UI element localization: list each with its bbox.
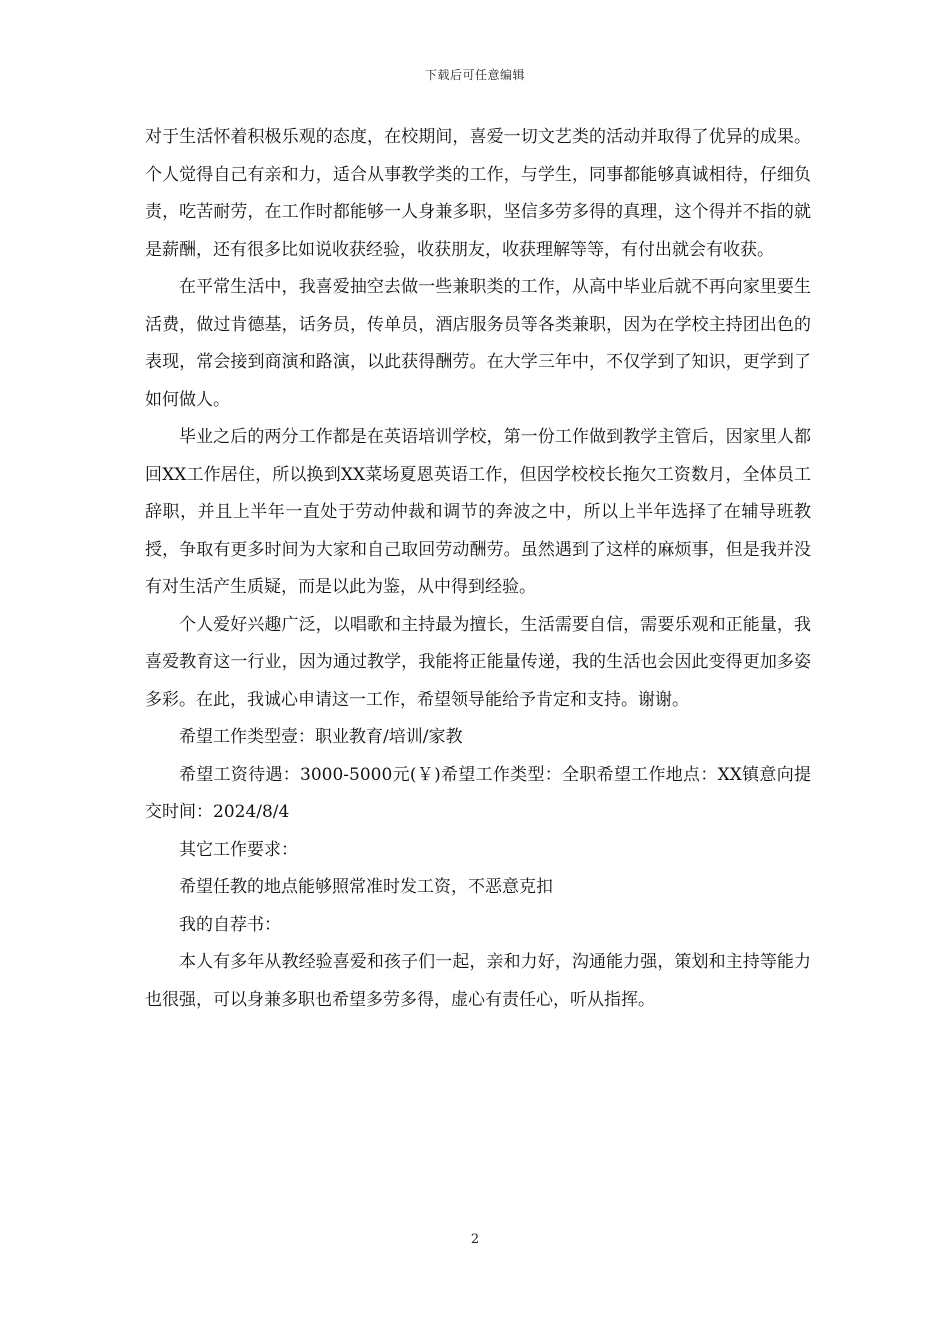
paragraph-other-requirements: 希望任教的地点能够照常准时发工资，不恶意克扣	[179, 877, 553, 897]
paragraph-desired-salary: 希望工资待遇：3000-5000元(￥)希望工作类型：全职希望工作地点：XX镇意向提交时间：2024/8/4	[145, 764, 811, 822]
paragraph-hobbies: 个人爱好兴趣广泛，以唱歌和主持最为擅长，生活需要自信，需要乐观和正能量，我喜爱教育这一行业，因为通过教学，我能将正能量传递，我的生活也会因此变得更加多姿多彩。在此，我诚心申请这一工作，希望领导能给予肯定和支持。谢谢。	[145, 614, 811, 710]
paragraph-desired-job-type: 希望工作类型壹：职业教育/培训/家教	[179, 727, 463, 747]
paragraph-attitude: 对于生活怀着积极乐观的态度，在校期间，喜爱一切文艺类的活动并取得了优异的成果。个人觉得自己有亲和力，适合从事教学类的工作，与学生，同事都能够真诚相待，仔细负责，吃苦耐劳，在工作时都能够一人身兼多职，坚信多劳多得的真理，这个得并不指的就是薪酬，还有很多比如说收获经验，收获朋友，收获理解等等，有付出就会有收获。	[145, 127, 811, 260]
paragraph-work-history: 毕业之后的两分工作都是在英语培训学校，第一份工作做到教学主管后，因家里人都回XX工作居住，所以换到XX菜场夏恩英语工作，但因学校校长拖欠工资数月，全体员工辞职，并且上半年一直处于劳动仲裁和调节的奔波之中，所以上半年选择了在辅导班教授，争取有更多时间为大家和自己取回劳动酬劳。虽然遇到了这样的麻烦事，但是我并没有对生活产生质疑，而是以此为鉴，从中得到经验。	[145, 427, 811, 597]
paragraph-self-recommendation: 本人有多年从教经验喜爱和孩子们一起，亲和力好，沟通能力强，策划和主持等能力也很强，可以身兼多职也希望多劳多得，虚心有责任心，听从指挥。	[145, 952, 811, 1010]
paragraph-self-recommendation-label: 我的自荐书：	[179, 914, 281, 935]
header-note: 下载后可任意编辑	[424, 68, 525, 82]
body-text	[145, 119, 811, 1019]
page-number: 2	[470, 1232, 480, 1247]
paragraph-other-requirements-label: 其它工作要求：	[179, 839, 298, 860]
paragraph-part-time-jobs: 在平常生活中，我喜爱抽空去做一些兼职类的工作，从高中毕业后就不再向家里要生活费，做过肯德基，话务员，传单员，酒店服务员等各类兼职，因为在学校主持团出色的表现，常会接到商演和路演，以此获得酬劳。在大学三年中，不仅学到了知识，更学到了如何做人。	[145, 277, 811, 410]
